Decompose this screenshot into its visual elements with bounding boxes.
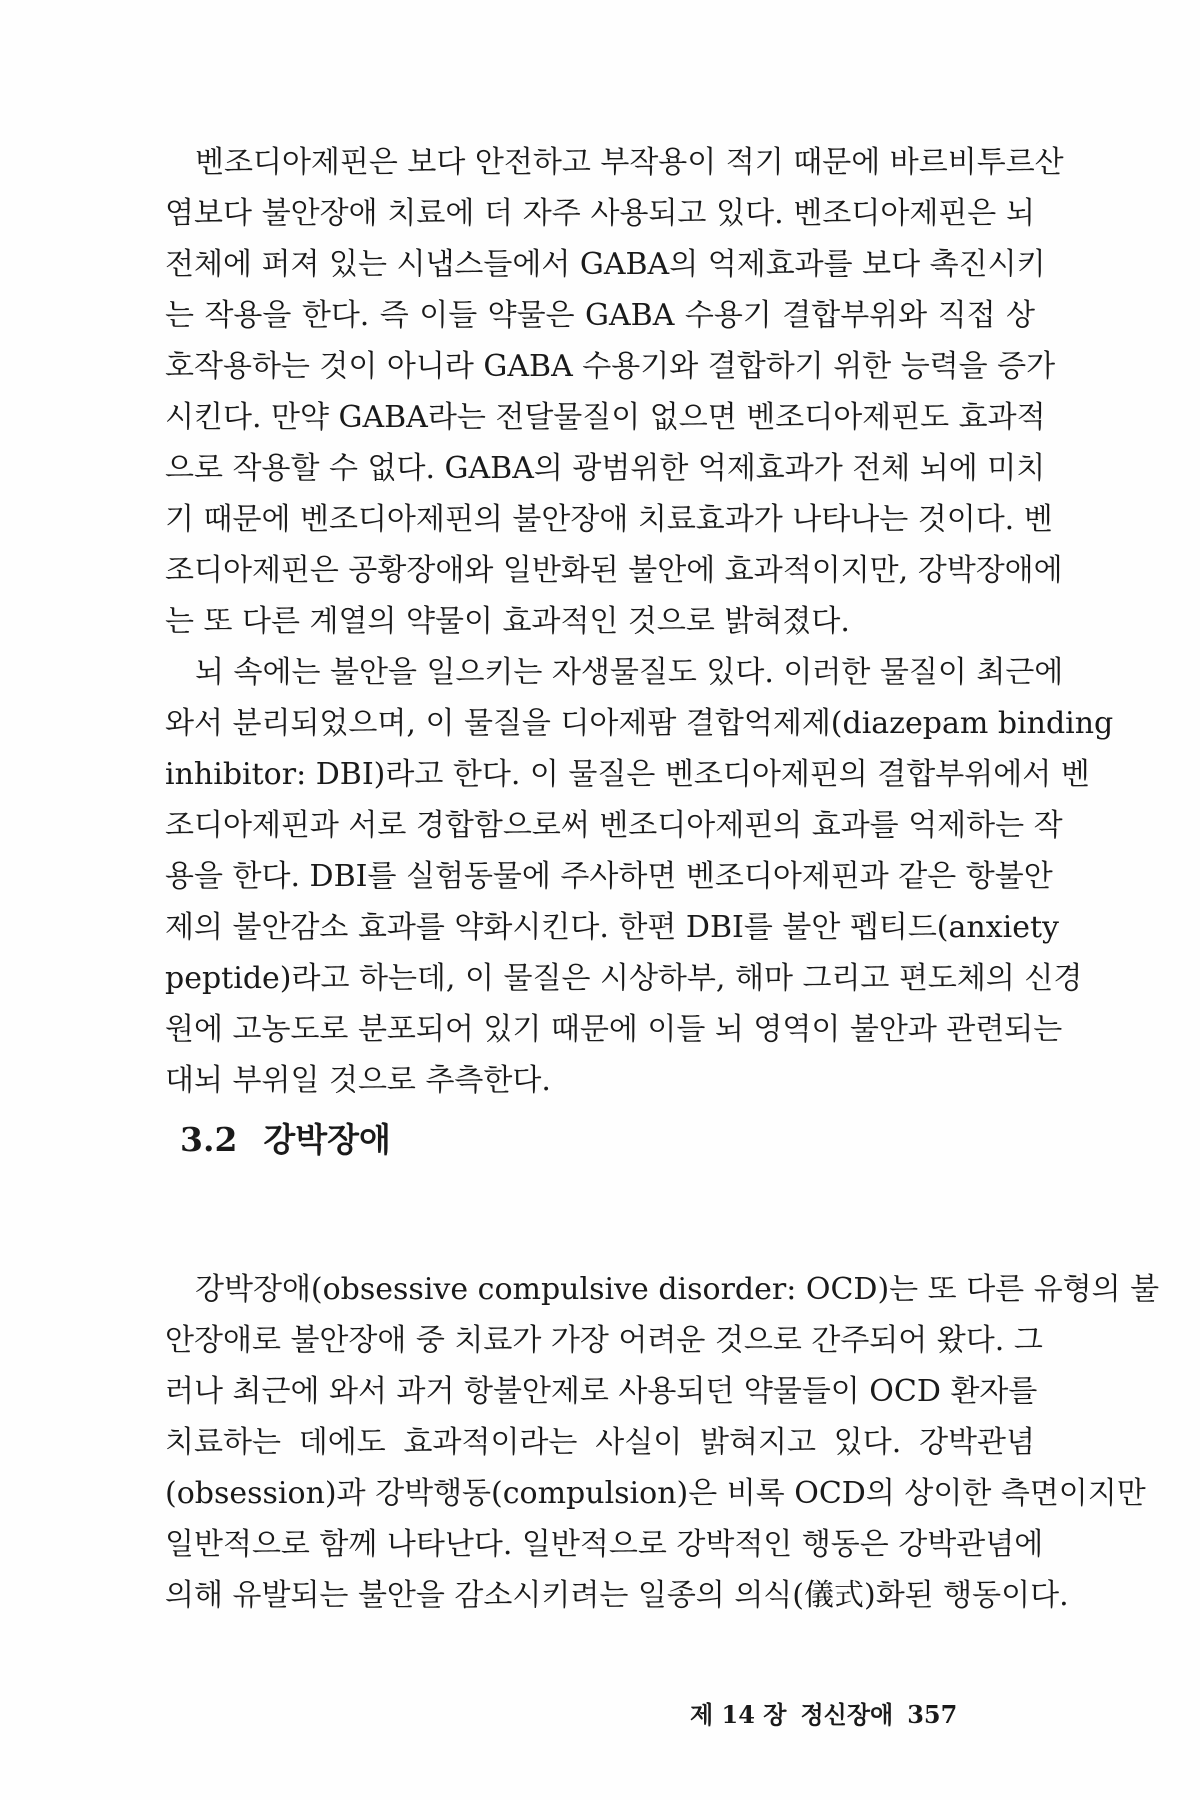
paragraph-2-line-2: 와서 분리되었으며, 이 물질을 디아제팜 결합억제제(diazepam binding — [165, 706, 1114, 741]
paragraph-3-line-1: 강박장애(obsessive compulsive disorder: OCD)는 또 다른 유형의 불 — [195, 1272, 1160, 1307]
paragraph-3-line-5: (obsession)과 강박행동(compulsion)은 비록 OCD의 상이한 측면이지만 — [165, 1476, 1146, 1511]
footer-chapter: 제 14 장 — [690, 1700, 787, 1729]
paragraph-1-line-6: 시킨다. 만약 GABA라는 전달물질이 없으면 벤조디아제핀도 효과적 — [165, 400, 1046, 435]
paragraph-2-line-7: peptide)라고 하는데, 이 물질은 시상하부, 해마 그리고 편도체의 신경 — [165, 961, 1083, 996]
paragraph-3-line-6: 일반적으로 함께 나타난다. 일반적으로 강박적인 행동은 강박관념에 — [165, 1527, 1044, 1562]
paragraph-3-line-2: 안장애로 불안장애 중 치료가 가장 어려운 것으로 간주되어 왔다. 그 — [165, 1323, 1043, 1358]
paragraph-3-line-3: 러나 최근에 와서 과거 항불안제로 사용되던 약물들이 OCD 환자를 — [165, 1374, 1038, 1409]
paragraph-2-line-6: 제의 불안감소 효과를 약화시킨다. 한편 DBI를 불안 펩티드(anxiety — [165, 910, 1059, 945]
paragraph-1-line-3: 전체에 퍼져 있는 시냅스들에서 GABA의 억제효과를 보다 촉진시키 — [165, 247, 1046, 282]
paragraph-1-line-10: 는 또 다른 계열의 약물이 효과적인 것으로 밝혀졌다. — [165, 604, 850, 639]
paragraph-2-line-9: 대뇌 부위일 것으로 추측한다. — [165, 1063, 551, 1098]
section-heading — [180, 1115, 391, 1165]
paragraph-1-line-1: 벤조디아제핀은 보다 안전하고 부작용이 적기 때문에 바르비투르산 — [195, 145, 1064, 180]
page-footer — [690, 1695, 957, 1735]
paragraph-2-line-8: 원에 고농도로 분포되어 있기 때문에 이들 뇌 영역이 불안과 관련되는 — [165, 1012, 1063, 1047]
footer-chapter-title: 정신장애 — [800, 1700, 894, 1729]
paragraph-3-line-4: 치료하는 데에도 효과적이라는 사실이 밝혀지고 있다. 강박관념 — [165, 1425, 1035, 1460]
paragraph-1-line-9: 조디아제핀은 공황장애와 일반화된 불안에 효과적이지만, 강박장애에 — [165, 553, 1063, 588]
page-number: 357 — [907, 1700, 958, 1729]
paragraph-2-line-4: 조디아제핀과 서로 경합함으로써 벤조디아제핀의 효과를 억제하는 작 — [165, 808, 1063, 843]
paragraph-1-line-2: 염보다 불안장애 치료에 더 자주 사용되고 있다. 벤조디아제핀은 뇌 — [165, 196, 1035, 231]
paragraph-1-line-5: 호작용하는 것이 아니라 GABA 수용기와 결합하기 위한 능력을 증가 — [165, 349, 1056, 384]
paragraph-2-line-3: inhibitor: DBI)라고 한다. 이 물질은 벤조디아제핀의 결합부위에서 벤 — [165, 757, 1090, 792]
paragraph-3-line-7: 의해 유발되는 불안을 감소시키려는 일종의 의식(儀式)화된 행동이다. — [165, 1578, 1069, 1613]
paragraph-1-line-4: 는 작용을 한다. 즉 이들 약물은 GABA 수용기 결합부위와 직접 상 — [165, 298, 1035, 333]
paragraph-1-line-8: 기 때문에 벤조디아제핀의 불안장애 치료효과가 나타나는 것이다. 벤 — [165, 502, 1053, 537]
section-number: 3.2 — [180, 1120, 238, 1159]
paragraph-2-line-1: 뇌 속에는 불안을 일으키는 자생물질도 있다. 이러한 물질이 최근에 — [195, 655, 1064, 690]
section-title: 강박장애 — [263, 1120, 391, 1159]
paragraph-2-line-5: 용을 한다. DBI를 실험동물에 주사하면 벤조디아제핀과 같은 항불안 — [165, 859, 1053, 894]
paragraph-1-line-7: 으로 작용할 수 없다. GABA의 광범위한 억제효과가 전체 뇌에 미치 — [165, 451, 1046, 486]
